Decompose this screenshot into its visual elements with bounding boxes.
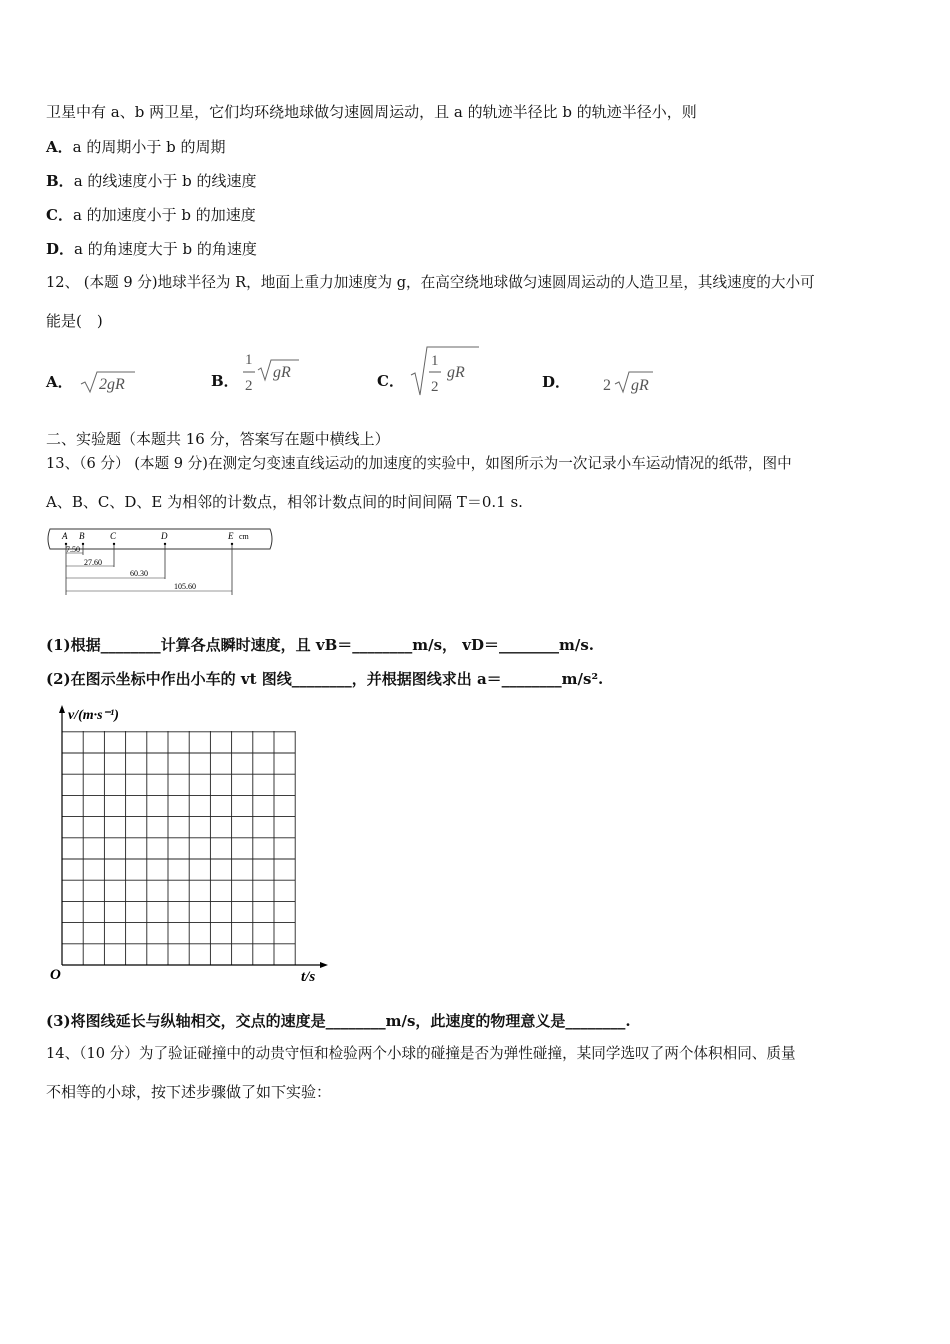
q11-option-d <box>46 239 257 259</box>
q14-stem-line2: 不相等的小球，按下述步骤做了如下实验： <box>46 1083 332 1101</box>
q14-stem-line1: 14、（10 分）为了验证碰撞中的动贵守恒和检验两个小球的碰撞是否为弹性碰撞，某同学选叹了两个体积相同、质量 <box>46 1045 796 1062</box>
q12-stem-line1: 12、 (本题 9 分)地球半径为 R，地面上重力加速度为 g，在高空绕地球做匀速圆周运动的人造卫星，其线速度的大小可 <box>46 274 815 291</box>
frac-sqrt-expression <box>243 350 303 400</box>
q11-option-a <box>46 137 226 157</box>
option-key: D． <box>542 373 571 391</box>
q12-option-c <box>377 345 479 400</box>
option-key: B． <box>46 172 74 190</box>
sqrt-symbol <box>77 370 137 396</box>
tape-point-e: E <box>228 531 234 541</box>
tape-point-c: C <box>110 531 117 541</box>
y-axis-label: v/(m·s⁻¹) <box>68 708 119 723</box>
q11-option-c <box>46 205 256 225</box>
q13-stem-line2: A、B、C、D、E 为相邻的计数点，相邻计数点间的时间间隔 T＝0.1 s. <box>46 493 523 511</box>
x-axis-label: t/s <box>301 969 316 985</box>
option-text: a 的周期小于 b 的周期 <box>72 138 226 156</box>
sqrt-expr: gR <box>273 364 292 381</box>
distance-ae: 105.60 <box>174 582 196 591</box>
q11-option-b <box>46 171 257 191</box>
option-key: A． <box>46 373 73 391</box>
q11-stem: 卫星中有 a、b 两卫星，它们均环绕地球做匀速圆周运动，且 a 的轨迹半径比 b 的轨迹半径小，则 <box>46 103 697 121</box>
sqrt-expr: gR <box>446 364 465 381</box>
q12-option-b <box>211 350 303 400</box>
origin-label: O <box>50 967 61 983</box>
option-key: D． <box>46 240 75 258</box>
coefficient: 2 <box>602 377 611 394</box>
option-key: B． <box>211 372 239 390</box>
tape-point-b: B <box>79 531 85 541</box>
sqrt-frac-expression <box>409 345 479 400</box>
sqrt-expr: gR <box>630 377 649 394</box>
frac-numerator: 1 <box>430 353 439 369</box>
paper-tape-figure <box>44 525 274 597</box>
section-heading: 二、实验题（本题共 16 分，答案写在题中横线上） <box>46 430 390 448</box>
distance-ac: 27.60 <box>84 558 102 567</box>
tape-point-d: D <box>161 531 168 541</box>
frac-denominator: 2 <box>245 378 253 394</box>
q12-option-a <box>46 370 137 396</box>
tape-point-a: A <box>62 531 68 541</box>
vt-graph-grid <box>46 703 331 985</box>
frac-numerator: 1 <box>245 352 253 368</box>
q12-option-d <box>542 370 649 396</box>
option-key: A． <box>46 138 73 156</box>
q13-stem-line1: 13、（6 分） (本题 9 分)在测定匀变速直线运动的加速度的实验中，如图所示为一次记录小车运动情况的纸带，图中 <box>46 455 792 472</box>
q13-sub3: (3)将图线延长与纵轴相交，交点的速度是________m/s，此速度的物理意义是________. <box>46 1012 631 1030</box>
option-key: C． <box>377 372 404 390</box>
option-text: a 的角速度大于 b 的角速度 <box>74 240 257 258</box>
sqrt-expr: 2gR <box>99 376 126 393</box>
tape-unit: cm <box>239 532 249 541</box>
option-key: C． <box>46 206 73 224</box>
coef-sqrt-expression <box>575 370 649 396</box>
frac-denominator: 2 <box>430 379 439 395</box>
option-text: a 的加速度小于 b 的加速度 <box>72 206 256 224</box>
distance-ab: 7.50 <box>66 545 80 554</box>
distance-ad: 60.30 <box>130 569 148 578</box>
option-text: a 的线速度小于 b 的线速度 <box>73 172 257 190</box>
q13-sub1: (1)根据________计算各点瞬时速度，且 vB＝________m/s， vD＝________m/s. <box>46 636 595 654</box>
q12-stem-line2: 能是( ) <box>46 312 103 330</box>
grid-lines <box>62 731 295 965</box>
q13-sub2: (2)在图示坐标中作出小车的 vt 图线________，并根据图线求出 a＝________m/s². <box>46 670 604 688</box>
